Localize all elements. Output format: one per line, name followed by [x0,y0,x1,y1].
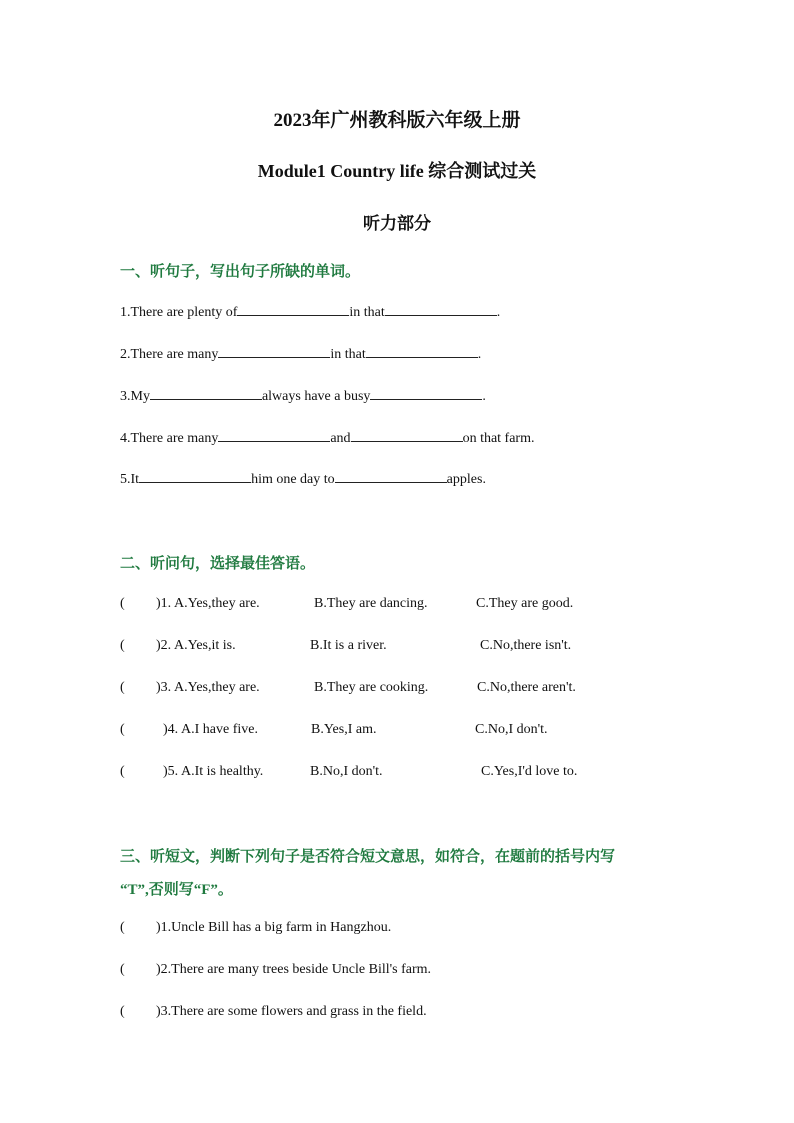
page-title: 2023年广州教科版六年级上册 [273,110,521,131]
answer-bracket[interactable]: ( [120,638,125,653]
answer-blank[interactable] [370,387,482,400]
option-c: C.Yes,I'd love to. [481,764,578,779]
answer-bracket[interactable]: ( [120,596,125,611]
option-b: B.No,I don't. [310,764,383,779]
fill-item-1 [120,303,500,321]
fill-text: apples. [446,472,486,487]
answer-blank[interactable] [385,303,497,316]
fill-text: him one day to [251,472,335,487]
answer-blank[interactable] [335,470,447,483]
option-c: C.No,I don't. [475,722,548,737]
section1-heading: 一、听句子，写出句子所缺的单词。 [120,264,361,280]
answer-bracket[interactable]: ( [120,764,125,779]
page-subtitle: Module1 Country life 综合测试过关 [257,161,537,181]
option-b: B.They are dancing. [314,596,428,611]
answer-blank[interactable] [139,470,251,483]
question-number: )4. [163,722,179,737]
option-b: B.They are cooking. [314,680,429,695]
answer-bracket[interactable]: ( [120,722,125,737]
fill-text: . [482,389,486,404]
fill-text: 1.There are plenty of [120,305,238,320]
fill-item-3 [120,387,486,405]
option-a: A.I have five. [181,722,258,737]
fill-text: always have a busy [261,389,371,404]
section3-heading: 三、听短文，判断下列句子是否符合短文意思，如符合，在题前的括号内写 [120,849,616,865]
fill-item-5 [120,470,486,488]
option-b: B.It is a river. [310,638,387,653]
fill-text: in that [330,347,366,362]
answer-blank[interactable] [237,303,349,316]
fill-text: in that [349,305,385,320]
section2-heading: 二、听问句，选择最佳答语。 [120,556,316,572]
option-c: C.No,there aren't. [477,680,576,695]
fill-text: on that farm. [462,431,535,446]
answer-blank[interactable] [351,429,463,442]
option-b: B.Yes,I am. [311,722,377,737]
answer-blank[interactable] [218,345,330,358]
question-number: )2. [156,638,172,653]
question-number: )5. [163,764,179,779]
option-c: C.No,there isn't. [480,638,572,653]
answer-bracket[interactable]: ( [120,962,125,977]
option-a: A.Yes,they are. [174,596,260,611]
fill-item-2 [120,345,481,363]
answer-blank[interactable] [150,387,262,400]
fill-text: 5.It [120,472,140,487]
option-a: A.Yes,they are. [174,680,260,695]
answer-blank[interactable] [218,429,330,442]
option-c: C.They are good. [476,596,574,611]
answer-bracket[interactable]: ( [120,920,125,935]
fill-text: 2.There are many [120,347,219,362]
fill-text: 4.There are many [120,431,219,446]
fill-item-4 [120,429,534,447]
fill-text: 3.My [120,389,150,404]
option-a: A.Yes,it is. [174,638,236,653]
fill-text: . [496,305,501,320]
question-number: )3. [156,680,172,695]
part-title: 听力部分 [363,214,431,233]
statement-text: )2.There are many trees beside Uncle Bill's farm. [156,962,432,977]
section3-heading-cont: “T”,否则写“F”。 [120,882,233,898]
statement-text: )1.Uncle Bill has a big farm in Hangzhou. [156,920,392,935]
answer-bracket[interactable]: ( [120,680,125,695]
option-a: A.It is healthy. [181,764,264,779]
answer-blank[interactable] [366,345,478,358]
fill-text: . [477,347,482,362]
statement-text: )3.There are some flowers and grass in the field. [156,1004,427,1019]
fill-text: and [330,431,351,446]
answer-bracket[interactable]: ( [120,1004,125,1019]
question-number: )1. [156,596,172,611]
